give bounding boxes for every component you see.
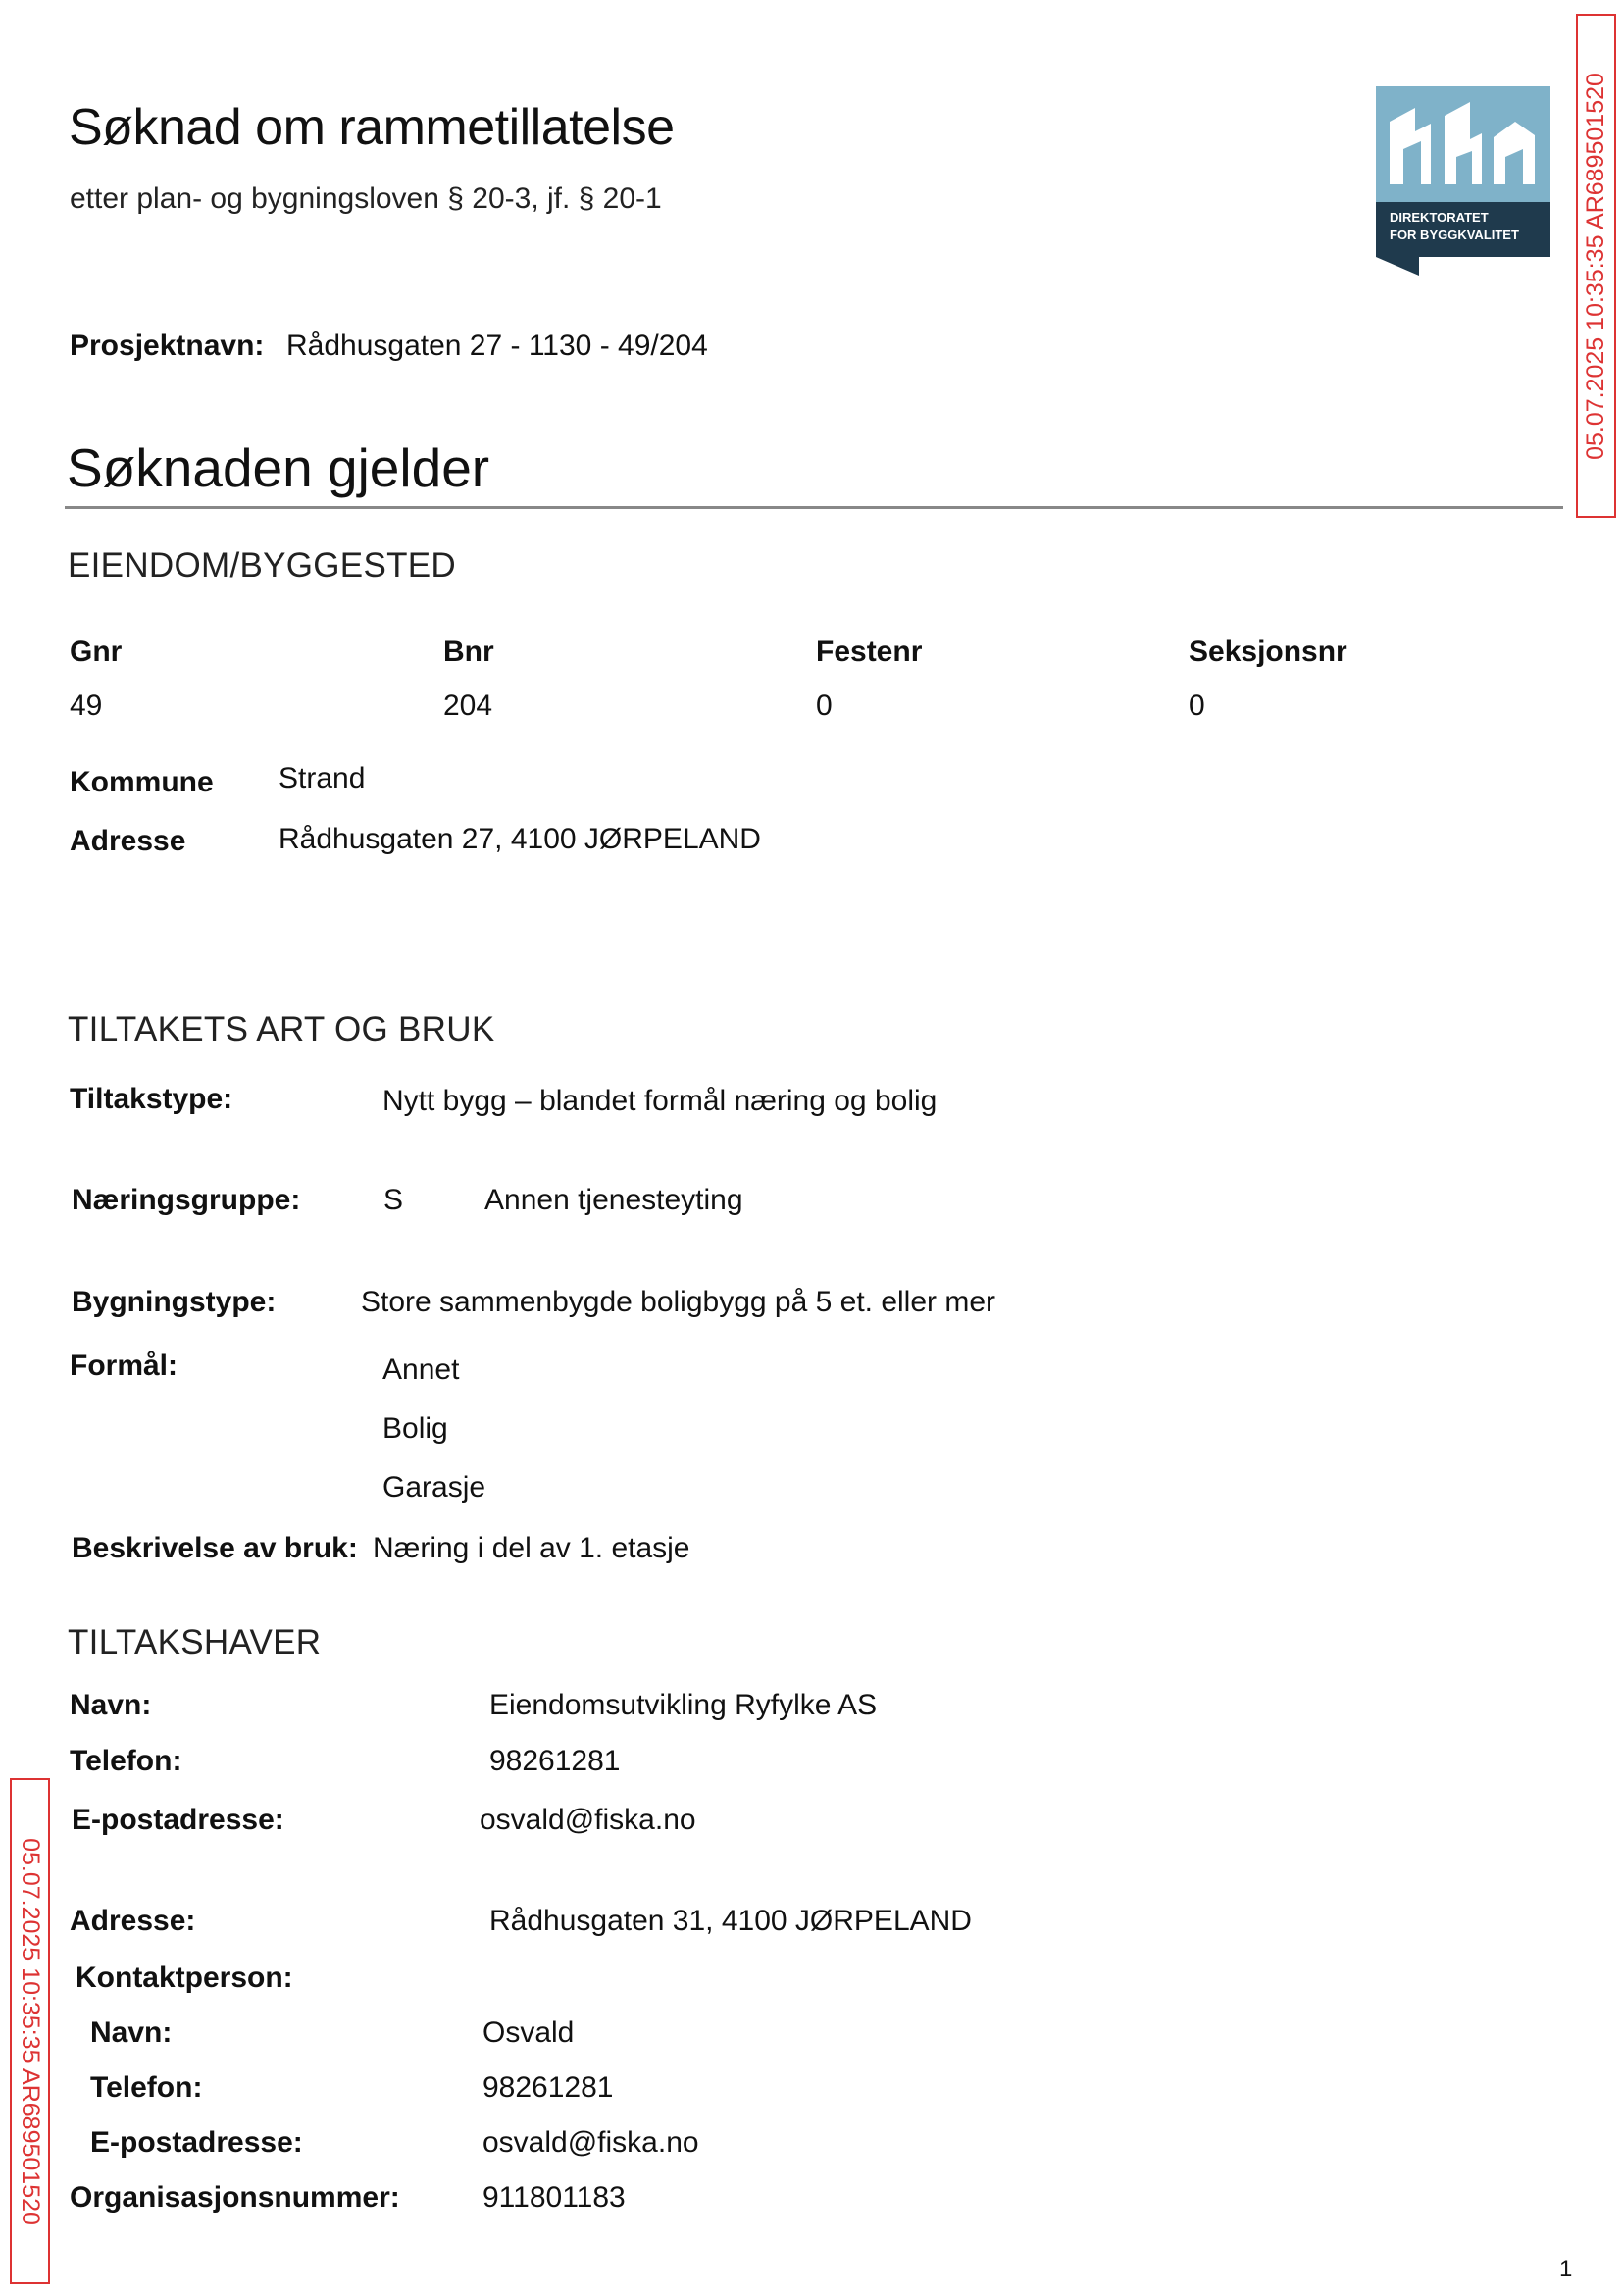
formal-value: Bolig [382, 1412, 448, 1445]
festenr-value: 0 [816, 689, 833, 722]
bruk-label: Beskrivelse av bruk: [72, 1532, 358, 1564]
tiltakshaver-telefon-value: 98261281 [489, 1745, 621, 1777]
tiltakshaver-epost-value: osvald@fiska.no [480, 1804, 696, 1836]
tiltakshaver-navn-value: Eiendomsutvikling Ryfylke AS [489, 1689, 878, 1721]
formal-value: Garasje [382, 1471, 486, 1504]
naeringsgruppe-code: S [383, 1184, 404, 1216]
bygningstype-label: Bygningstype: [72, 1286, 277, 1318]
svg-text:DIREKTORATET: DIREKTORATET [1390, 210, 1489, 225]
tiltakshaver-heading: TILTAKSHAVER [68, 1623, 322, 1661]
section-divider [65, 506, 1563, 509]
festenr-label: Festenr [816, 636, 923, 668]
formal-value: Annet [382, 1353, 460, 1386]
svg-text:FOR BYGGKVALITET: FOR BYGGKVALITET [1390, 228, 1519, 242]
tiltak-heading: TILTAKETS ART OG BRUK [68, 1010, 495, 1048]
gnr-value: 49 [70, 689, 103, 722]
tiltakshaver-adresse-label: Adresse: [70, 1905, 196, 1937]
bruk-value: Næring i del av 1. etasje [373, 1532, 690, 1564]
seksjonsnr-value: 0 [1189, 689, 1205, 722]
section-title: Søknaden gjelder [67, 437, 490, 498]
tiltakshaver-adresse-value: Rådhusgaten 31, 4100 JØRPELAND [489, 1905, 972, 1937]
adresse-value: Rådhusgaten 27, 4100 JØRPELAND [279, 823, 761, 855]
seksjonsnr-label: Seksjonsnr [1189, 636, 1347, 668]
dibk-logo [1376, 86, 1550, 276]
bygningstype-value: Store sammenbygde boligbygg på 5 et. eller mer [361, 1286, 996, 1318]
tiltakshaver-navn-label: Navn: [70, 1689, 152, 1721]
kontakt-navn-label: Navn: [90, 2016, 173, 2049]
organisasjonsnummer-value: 911801183 [482, 2181, 626, 2214]
eiendom-heading: EIENDOM/BYGGESTED [68, 546, 456, 585]
naeringsgruppe-value: Annen tjenesteyting [484, 1184, 743, 1216]
kontakt-telefon-value: 98261281 [482, 2071, 614, 2104]
bnr-value: 204 [443, 689, 493, 722]
registration-stamp-side: 05.07.2025 10:35:35 AR689501520 [10, 1778, 50, 2284]
tiltakstype-label: Tiltakstype: [70, 1083, 233, 1115]
formal-label: Formål: [70, 1350, 178, 1382]
organisasjonsnummer-label: Organisasjonsnummer: [70, 2181, 400, 2214]
naeringsgruppe-label: Næringsgruppe: [72, 1184, 301, 1216]
kommune-label: Kommune [70, 766, 214, 798]
page-title: Søknad om rammetillatelse [69, 99, 675, 156]
kontakt-epost-value: osvald@fiska.no [482, 2126, 699, 2159]
kommune-value: Strand [279, 762, 366, 794]
tiltakshaver-telefon-label: Telefon: [70, 1745, 182, 1777]
project-value: Rådhusgaten 27 - 1130 - 49/204 [286, 330, 708, 362]
tiltakstype-value: Nytt bygg – blandet formål næring og bolig [382, 1085, 938, 1117]
project-label: Prosjektnavn: [70, 330, 265, 362]
page-number: 1 [1559, 2256, 1573, 2282]
page-subtitle: etter plan- og bygningsloven § 20-3, jf. § 20-1 [70, 182, 662, 215]
kontakt-telefon-label: Telefon: [90, 2071, 203, 2104]
kontaktperson-label: Kontaktperson: [76, 1962, 293, 1994]
tiltakshaver-epost-label: E-postadresse: [72, 1804, 284, 1836]
kontakt-navn-value: Osvald [482, 2016, 575, 2049]
bnr-label: Bnr [443, 636, 494, 668]
kontakt-epost-label: E-postadresse: [90, 2126, 303, 2159]
gnr-label: Gnr [70, 636, 123, 668]
adresse-label: Adresse [70, 825, 186, 857]
registration-stamp: 05.07.2025 10:35:35 AR689501520 [1576, 14, 1616, 518]
